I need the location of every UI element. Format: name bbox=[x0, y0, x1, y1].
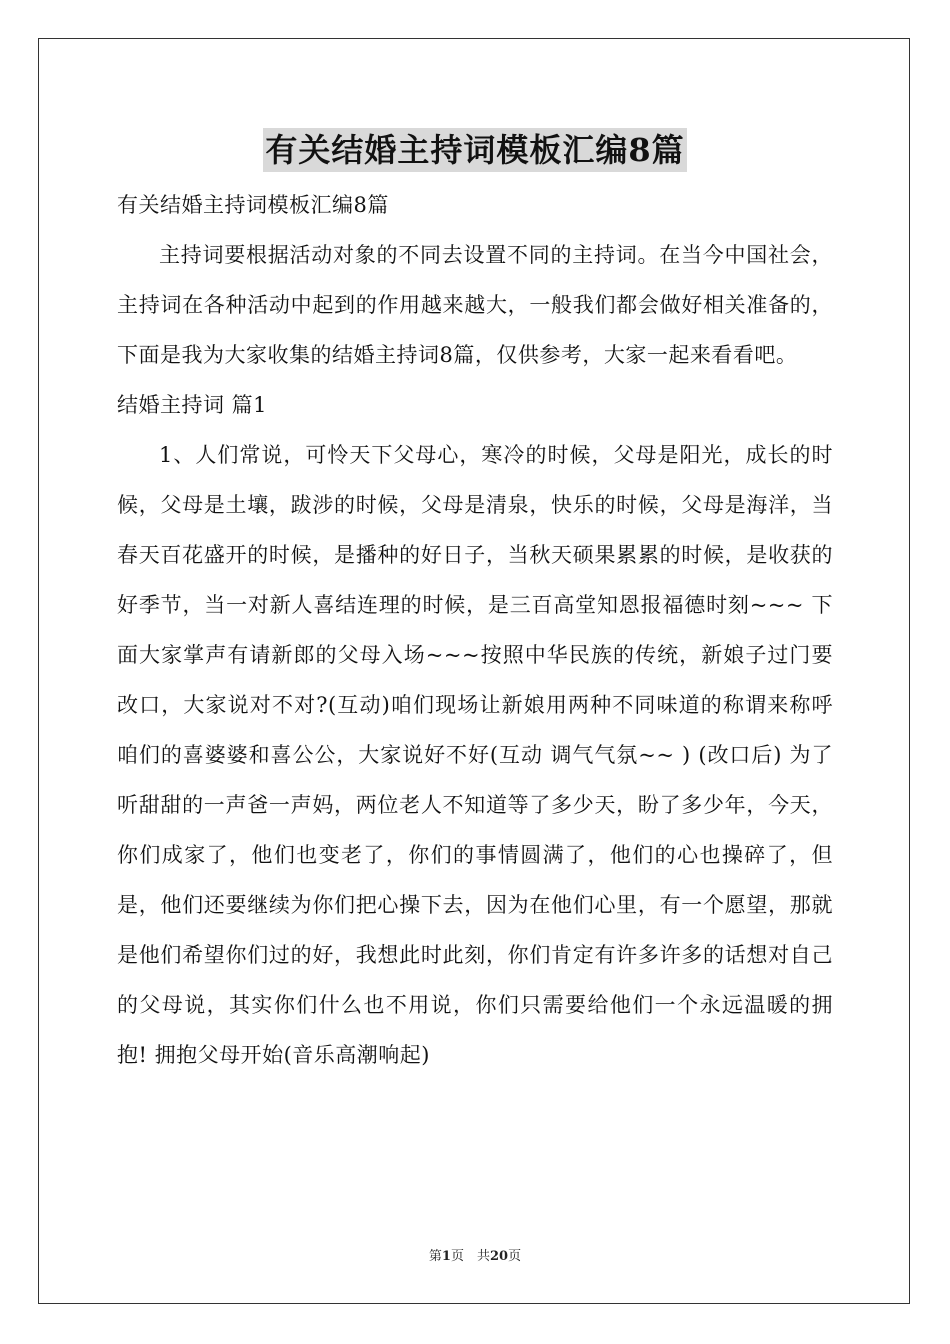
section-paragraph: 1、人们常说，可怜天下父母心，寒冷的时候，父母是阳光，成长的时候，父母是土壤，跋涉的时候，父母是清泉，快乐的时候，父母是海洋，当春天百花盛开的时候，是播种的好日子，当秋天硕果累累的时候，是收获的好季节，当一对新人喜结连理的时候，是三百高堂知恩报福德时刻~~~ 下面大家掌声有请新郎的父母入场~~~按照中华民族的传统，新娘子过门要改口，大家说对不对?(互动)咱们现场让新娘用两种不同味道的称谓来称呼咱们的喜婆婆和喜公公，大家说好不好(互动 调气气氛~~ ) (改口后) 为了听甜甜的一声爸一声妈，两位老人不知道等了多少天，盼了多少年，今天，你们成家了，他们也变老了，你们的事情圆满了，他们的心也操碎了，但是，他们还要继续为你们把心操下去，因为在他们心里，有一个愿望，那就是他们希望你们过的好，我想此时此刻，你们肯定有许多许多的话想对自己的父母说，其实你们什么也不用说，你们只需要给他们一个永远温暖的拥抱! 拥抱父母开始(音乐高潮响起) bbox=[117, 443, 833, 1067]
document-body bbox=[117, 180, 833, 1080]
footer-page-suffix: 页 bbox=[508, 1249, 522, 1264]
document-title: 有关结婚主持词模板汇编8篇 bbox=[263, 128, 686, 172]
intro-paragraph: 主持词要根据活动对象的不同去设置不同的主持词。在当今中国社会，主持词在各种活动中起到的作用越来越大，一般我们都会做好相关准备的，下面是我为大家收集的结婚主持词8篇，仅供参考，大家一起来看看吧。 bbox=[117, 243, 833, 367]
title-container bbox=[0, 128, 950, 172]
footer-page-total: 20 bbox=[489, 1249, 509, 1264]
page-footer bbox=[0, 1248, 950, 1266]
document-subtitle: 有关结婚主持词模板汇编8篇 bbox=[117, 193, 389, 217]
section-heading: 结婚主持词 篇1 bbox=[117, 393, 268, 417]
footer-page-current: 1 bbox=[441, 1249, 451, 1264]
footer-page-prefix: 第 bbox=[428, 1249, 442, 1264]
footer-page-mid: 页 共 bbox=[450, 1249, 490, 1264]
